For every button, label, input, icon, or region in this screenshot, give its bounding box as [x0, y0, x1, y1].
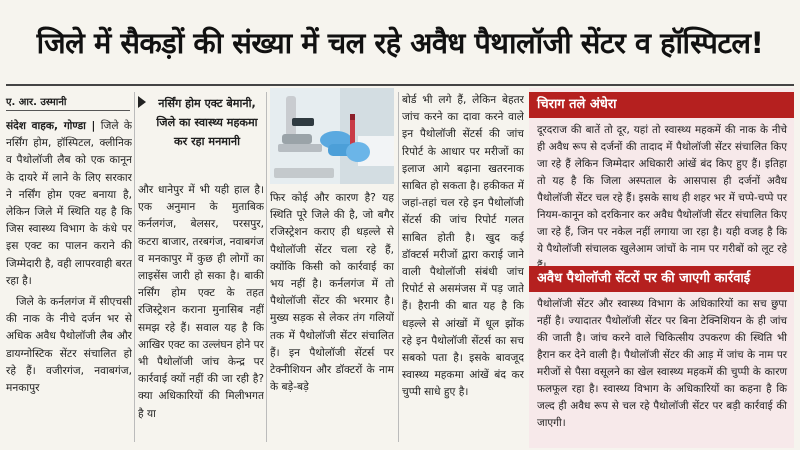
column-divider — [398, 92, 399, 442]
triangle-bullet-icon — [138, 96, 146, 108]
column-divider — [266, 92, 267, 442]
byline-divider — [6, 110, 130, 111]
column-3-paragraph: फिर कोई और कारण है? यह स्थिति पूरे जिले की है, जो बगैर रजिस्ट्रेशन कराए ही धड़ल्ले से पैथोलॉजी सेंटर चला रहे हैं, क्योंकि किसी को कार्रवाई का भय नहीं है। कर्नलगंज में तो पैथोलॉजी सेंटर की भरमार है। मुख्य सड़क से लेकर तंग गलियों तक में पैथोलॉजी सेंटर संचालित हैं। इन पैथोलॉजी सेंटर्स पर टेक्नीशियन और डॉक्टरों के नाम के बड़े-बड़े — [270, 192, 394, 394]
subheading-box — [138, 90, 264, 182]
column-divider — [134, 92, 135, 442]
column-1-paragraph-1: जिले के नर्सिंग होम, हॉस्पिटल, क्लीनिक व पैथोलॉजी लैब को एक कानून के दायरे में लाने के लिए सरकार ने नर्सिंग होम एक्ट बनाया है, लेकिन जिले में स्थिति यह है कि जिस स्वास्थ्य विभाग के कंधे पर इस एक्ट का पालन कराने की जिम्मेदारी है, वही लापरवाही बरत रहा है। — [6, 120, 132, 287]
sidebar-box — [529, 88, 794, 448]
article-column-3 — [270, 190, 394, 446]
dateline: संदेश वाहक, गोण्डा | — [6, 120, 96, 132]
column-4-paragraph: बोर्ड भी लगे हैं, लेकिन बेहतर जांच करने का दावा करने वाले इन पैथोलॉजी सेंटर्स की जांच रिपोर्ट के आधार पर मरीजों का इलाज आगे बढ़ाना खतरनाक साबित हो सकता है। हकीकत में जहां-तहां चल रहे इन पैथोलॉजी सेंटर्स की जांच रिपोर्ट गलत साबित होती है। खुद कई डॉक्टर्स मरीजों द्वारा कराई जाने वाली पैथोलॉजी संबंधी जांच रिपोर्ट से असमंजस में पड़ जाते हैं। हैरानी की बात यह है कि धड़ल्ले से आंखों में धूल झोंक रहे इन पैथोलॉजी सेंटर्स का सच सबको पता है। इसके बावजूद स्वास्थ्य महकमा आंखें बंद कर चुप्पी साधे हुए है। — [402, 94, 524, 399]
article-column-2 — [138, 182, 264, 446]
headline: जिले में सैकड़ों की संख्या में चल रहे अवैध पैथालॉजी सेंटर व हॉस्पिटल! — [36, 25, 764, 60]
sidebar-text-2: पैथोलॉजी सेंटर और स्वास्थ्य विभाग के अधिकारियों का सच छुपा नहीं है। ज्यादातर पैथोलॉजी सेंटर पर बिना टेक्निशियन के ही जांच की जाती है। जांच करने वाले चिकित्सीय उपकरण की स्थिति भी हैरान कर देने वाली है। पैथोलॉजी सेंटर की आड़ में जांच के नाम पर मरीजों से पैसा वसूलने का खेल स्वास्थ्य महकमें की चुप्पी के कारण फलफूल रहा है। स्वास्थ्य विभाग के अधिकारियों का कहना है कि जल्द ही अवैध रूप से चल रहे पैथोलॉजी सेंटर पर बड़ी कार्रवाई की जाएगी। — [537, 298, 787, 429]
byline: ए. आर. उस्मानी — [6, 97, 67, 108]
column-2-paragraph: और धानेपुर में भी यही हाल है। एक अनुमान के मुताबिक कर्नलगंज, बेलसर, परसपुर, कटरा बाजार, तरबगंज, नवाबगंज व मनकापुर में कुछ ही लोगों का लाइसेंस जारी हो सका है। बाकी नर्सिंग होम एक्ट के तहत रजिस्ट्रेशन कराना मुनासिब नहीं समझ रहे हैं। सवाल यह है कि आखिर एक्ट का उल्लंघन होने पर भी पैथोलॉजी जांच केन्द्र पर कार्रवाई क्यों नहीं की जा रही है? क्या अधिकारियों की मिलीभगत है या — [138, 184, 264, 420]
subheading: नर्सिंग होम एक्ट बेमानी, जिले का स्वास्थ्य महकमा कर रहा मनमानी — [156, 97, 258, 148]
lab-photo — [270, 88, 394, 184]
sidebar-heading-1: चिराग तले अंधेरा — [529, 92, 794, 118]
article-column-1 — [6, 118, 132, 448]
column-1-paragraph-2: जिले के कर्नलगंज में सीएचसी की नाक के नीचे दर्जन भर से अधिक अवैध पैथोलॉजी लैब और डायग्नोस्टिक सेंटर संचालित हो रहे हैं। वजीरगंज, नवाबगंज, मनकापुर — [6, 296, 132, 395]
sidebar-heading-2: अवैध पैथोलॉजी सेंटरों पर की जाएगी कार्रवाई — [529, 266, 794, 292]
headline-divider — [6, 84, 794, 86]
microscope-illustration — [270, 88, 394, 184]
sidebar-text-1: दूरदराज की बातें तो दूर, यहां तो स्वास्थ्य महकमें की नाक के नीचे ही अवैध रूप से दर्जनों की तादाद में पैथोलॉजी सेंटर संचालित किए जा रहे हैं लेकिन जिम्मेदार अधिकारी आंखें बंद किए हुए हैं। इतिहा तो यह है कि जिला अस्पताल के आसपास ही दर्जनों अवैध पैथोलॉजी सेंटर चल रहे हैं। इसके साथ ही शहर भर में चप्पे-चप्पे पर नियम-कानून को दरकिनार कर अवैध पैथोलॉजी सेंटर संचालित किए जा रहे हैं, जिन पर नकेल नहीं लगाया जा रहा है। यही वजह है कि ये पैथोलॉजी संचालक खुलेआम जांचों के नाम पर गरीबों को लूट रहे — [537, 124, 787, 255]
article-column-4 — [402, 92, 524, 446]
